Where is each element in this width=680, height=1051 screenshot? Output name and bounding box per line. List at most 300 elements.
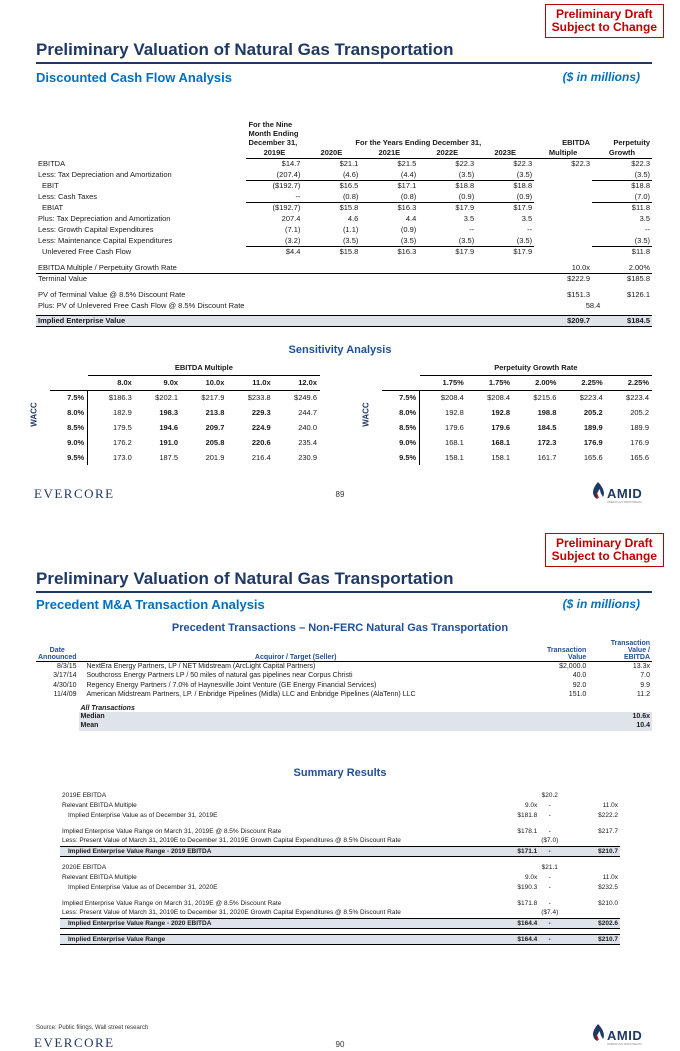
dcf-cell: 207.4	[281, 214, 301, 223]
sens-ebitda-cell: 187.5	[159, 453, 179, 462]
summary-label: Implied Enterprise Value Range	[60, 934, 499, 944]
sens-ebitda-cell: 191.0	[159, 438, 179, 447]
summary-row	[60, 872, 620, 882]
transaction-value: 92.0	[572, 681, 587, 689]
dcf-cell: (3.2)	[246, 235, 302, 246]
summary-label: Less: Present Value of March 31, 2019E to December 31, 2019E Growth Capital Expenditures @ 8.5% Discount Rate	[62, 837, 401, 845]
dcf-row	[36, 202, 652, 213]
dcf-cell: $17.9	[455, 203, 475, 213]
dcf-cell: (4.6)	[302, 169, 360, 180]
precedent-header-row: Date Announced Acquiror / Target (Seller) Transaction Value Transaction Value / EBITDA	[38, 640, 650, 661]
sens-perp-cell: $215.6	[533, 393, 557, 403]
dcf-cell: (1.1)	[342, 225, 359, 234]
terminal-value-row-label: Terminal Value	[38, 274, 88, 284]
sensitivity-title: Sensitivity Analysis	[288, 344, 392, 356]
pv-terminal-row-perp: $126.1	[627, 290, 650, 299]
sens-ebitda-col-header: 9.0x	[135, 375, 181, 390]
summary-row	[60, 898, 620, 908]
sens-ebitda-cell: 201.9	[205, 453, 225, 462]
dcf-cell: (3.5)	[418, 235, 476, 246]
sens-perp-row	[382, 405, 652, 420]
sens-ebitda-caption-row	[50, 360, 320, 375]
sens-ebitda-cell: 209.7	[205, 423, 225, 432]
sens-ebitda-cell: 205.8	[205, 438, 225, 447]
units-label: ($ in millions)	[562, 597, 640, 611]
sens-ebitda-row	[50, 405, 320, 420]
dcf-cell: $22.3	[571, 159, 591, 169]
dcf-cell: $11.8	[631, 247, 650, 257]
summary-results-table	[60, 790, 620, 945]
sens-perp-cell: 168.1	[491, 438, 511, 447]
summary-label: Less: Present Value of March 31, 2019E to December 31, 2020E Growth Capital Expenditures @ 8.5% Discount Rate	[62, 909, 401, 917]
dcf-cell: $22.3	[513, 159, 533, 169]
ebitda-multiple-header: EBITDA	[562, 138, 591, 147]
summary-label: Implied Enterprise Value Range - 2020 EBITDA	[60, 918, 499, 928]
summary-low: 9.0x	[524, 873, 538, 881]
sens-perp-cell: 184.5	[537, 423, 557, 432]
sens-perp-cell: 192.8	[491, 408, 511, 417]
sens-ebitda-col-header: 12.0x	[274, 375, 320, 390]
dcf-year-row: 2019E 2020E 2021E 2022E 2023E Multiple Growth	[36, 147, 652, 158]
page-89	[0, 0, 680, 525]
dcf-cell: (0.9)	[476, 191, 534, 202]
dcf-cell	[534, 246, 592, 257]
sens-perp-cell: 165.6	[583, 453, 603, 462]
sensitivity-perpetuity-table	[382, 360, 652, 465]
dcf-cell: $14.7	[281, 159, 301, 169]
transaction-date: 3/17/14	[53, 672, 77, 680]
implied-ev-row	[36, 315, 652, 326]
dcf-cell: 3.5	[521, 214, 533, 223]
summary-label: Implied Enterprise Value Range - 2019 EBITDA	[60, 846, 499, 856]
dcf-row-label: Less: Growth Capital Expenditures	[38, 225, 154, 234]
years-ending-header: For the Years Ending December 31,	[355, 138, 482, 147]
sens-perp-wacc: 8.0%	[382, 405, 420, 420]
sens-perp-col-header: 2.25%	[606, 375, 652, 390]
precedent-table-title: Precedent Transactions – Non-FERC Natural Gas Transportation	[171, 622, 509, 634]
dcf-cell: (3.5)	[302, 235, 360, 246]
pv-terminal-row	[36, 289, 652, 300]
sens-ebitda-cell: 229.3	[251, 408, 271, 417]
summary-dash: -	[539, 934, 560, 944]
source-note: Source: Public filings, Wall street research	[36, 1025, 149, 1031]
summary-title: Summary Results	[293, 767, 387, 779]
transaction-value: $2,000.0	[559, 663, 587, 670]
dcf-cell: $16.3	[397, 247, 417, 257]
sens-perp-cell: 198.8	[537, 408, 557, 417]
sens-perp-row	[382, 420, 652, 435]
dcf-cell	[534, 235, 592, 246]
amid-logo: AMID AMERICAN MIDSTREAM	[590, 1024, 646, 1048]
transaction-row	[36, 671, 652, 681]
summary-row	[60, 836, 620, 846]
sens-ebitda-cell: 230.9	[298, 453, 317, 462]
dcf-cell: $18.8	[455, 181, 475, 191]
sensitivity-ebitda-table	[50, 360, 320, 465]
sens-perp-col-header: 1.75%	[420, 375, 467, 390]
wacc-label-right: WACC	[361, 402, 371, 427]
sens-ebitda-col-header: 10.0x	[181, 375, 227, 390]
multiple-row	[36, 262, 652, 273]
transaction-row	[36, 662, 652, 672]
summary-row	[60, 826, 620, 836]
summary-value: ($7.4)	[541, 909, 559, 917]
dcf-row-label: EBIAT	[42, 203, 64, 212]
sens-perp-wacc: 8.5%	[382, 420, 420, 435]
summary-low: 9.0x	[524, 801, 538, 809]
summary-low: $190.3	[517, 883, 538, 891]
section-subtitle: Discounted Cash Flow Analysis	[36, 70, 233, 85]
summary-low: $178.1	[517, 827, 538, 835]
dcf-cell: $17.9	[455, 247, 475, 257]
implied-ev-row-ebitda: $209.7	[534, 315, 592, 326]
dcf-table	[36, 120, 652, 327]
sens-perp-wacc: 7.5%	[382, 390, 420, 405]
terminal-value-row-ebitda: $222.9	[567, 274, 591, 284]
transaction-multiple: 9.9	[640, 681, 650, 689]
sens-perp-wacc: 9.0%	[382, 435, 420, 450]
sens-perp-cell: 176.9	[583, 438, 603, 447]
dcf-cell: --	[645, 225, 650, 234]
dcf-row-label: Plus: Tax Depreciation and Amortization	[38, 214, 171, 223]
title-rule	[36, 591, 652, 593]
summary-label: Implied Enterprise Value Range on March 31, 2019E @ 8.5% Discount Rate	[62, 899, 282, 907]
dcf-row-label: EBITDA	[38, 159, 66, 168]
summary-label: Implied Enterprise Value Range on March 31, 2019E @ 8.5% Discount Rate	[62, 827, 282, 835]
draft-badge: Preliminary Draft Subject to Change	[545, 533, 664, 567]
dcf-row-label: Less: Tax Depreciation and Amortization	[38, 170, 172, 179]
summary-dash: -	[539, 846, 560, 856]
sens-ebitda-cell: $202.1	[155, 393, 179, 403]
sens-ebitda-cell: 216.4	[251, 453, 271, 462]
summary-dash: -	[548, 801, 551, 809]
dcf-cell: (3.5)	[592, 169, 652, 180]
sens-ebitda-cell: 244.7	[298, 408, 317, 417]
multiple-row-ebitda: 10.0x	[534, 262, 592, 273]
dcf-cell: $15.8	[339, 247, 359, 257]
dcf-cell	[534, 180, 592, 191]
summary-row	[60, 934, 620, 944]
sens-perp-cell: 189.9	[583, 423, 603, 432]
summary-high: $210.7	[560, 846, 620, 856]
sens-ebitda-wacc: 9.5%	[50, 450, 88, 465]
summary-dash: -	[539, 918, 560, 928]
perpetuity-growth-header: Perpetuity	[613, 138, 650, 147]
dcf-row-label: Unlevered Free Cash Flow	[42, 247, 132, 256]
sens-perp-row	[382, 435, 652, 450]
dcf-row	[36, 224, 652, 235]
transaction-desc: Southcross Energy Partners LP / 50 miles of natural gas pipelines near Corpus Christi	[86, 672, 353, 680]
summary-high: 11.0x	[602, 801, 618, 809]
transaction-desc: American Midstream Partners, LP. / Enbridge Pipelines (Midla) LLC and Enbridge Pipelines (AlaTenn) LLC	[86, 691, 416, 699]
dcf-cell: (0.8)	[302, 191, 360, 202]
sens-ebitda-cell: $217.9	[201, 393, 225, 403]
dcf-cell: 3.5	[463, 214, 475, 223]
sens-ebitda-cell: 179.5	[113, 423, 132, 432]
sens-ebitda-cell: $233.8	[247, 393, 271, 403]
transaction-value: 151.0	[568, 691, 587, 699]
summary-label: 2019E EBITDA	[62, 791, 107, 799]
dcf-cell: $21.5	[397, 159, 417, 169]
transaction-value: 40.0	[572, 672, 587, 680]
dcf-cell: 3.5	[639, 214, 650, 223]
dcf-cell: ($192.7)	[272, 203, 301, 213]
dcf-cell: (0.9)	[418, 191, 476, 202]
summary-row	[60, 846, 620, 856]
transaction-desc: Regency Energy Partners / 7.0% of Haynesville Joint Venture (GE Energy Financial Services)	[86, 681, 377, 689]
wacc-label-left: WACC	[29, 402, 39, 427]
evercore-logo: EVERCORE	[34, 486, 115, 501]
sens-ebitda-row	[50, 450, 320, 465]
sens-perp-cell: 158.1	[445, 453, 464, 462]
terminal-value-row	[36, 273, 652, 284]
dcf-cell: (0.8)	[360, 191, 418, 202]
sens-ebitda-header-row	[50, 375, 320, 390]
summary-row	[60, 800, 620, 810]
summary-low: $181.8	[517, 811, 538, 819]
pv-terminal-row-label: PV of Terminal Value @ 8.5% Discount Rate	[38, 290, 186, 299]
summary-dash: -	[548, 827, 551, 835]
summary-value: $21.1	[541, 863, 558, 871]
amid-flame-icon	[590, 482, 606, 500]
dcf-cell: $17.9	[513, 203, 533, 213]
nine-month-header: For the Nine Month Ending December 31,	[248, 120, 299, 147]
sens-perp-col-header: 1.75%	[467, 375, 513, 390]
dcf-row-label: Less: Maintenance Capital Expenditures	[38, 236, 173, 245]
sens-ebitda-cell: 198.3	[159, 408, 179, 417]
summary-label: Relevant EBITDA Multiple	[62, 801, 137, 809]
summary-high: $210.0	[598, 899, 618, 907]
summary-high: $202.6	[560, 918, 620, 928]
sens-perp-col-header: 2.00%	[513, 375, 559, 390]
pv-fcf-row	[36, 300, 652, 311]
sens-perp-cell: 165.6	[630, 453, 649, 462]
sens-ebitda-wacc: 9.0%	[50, 435, 88, 450]
dcf-cell: (4.4)	[360, 169, 418, 180]
dcf-cell: $16.3	[397, 203, 417, 213]
dcf-cell: $21.1	[339, 159, 359, 169]
sens-ebitda-cell: 224.9	[251, 423, 271, 432]
multiple-row-label: EBITDA Multiple / Perpetuity Growth Rate	[36, 262, 246, 273]
dcf-cell: $17.9	[513, 247, 533, 257]
dcf-cell: (0.9)	[400, 225, 417, 234]
summary-row	[60, 908, 620, 918]
sens-perp-header-row	[382, 375, 652, 390]
sens-perp-cell: 179.6	[491, 423, 511, 432]
summary-row	[60, 882, 620, 892]
summary-row	[60, 790, 620, 800]
pv-fcf-value: 58.4	[585, 301, 601, 310]
dcf-cell: (3.5)	[592, 235, 652, 246]
dcf-cell: (3.5)	[418, 169, 476, 180]
dcf-cell: $22.3	[631, 159, 650, 169]
dcf-cell	[534, 169, 592, 180]
sens-perp-cell: 161.7	[537, 453, 557, 462]
summary-low: $171.8	[517, 899, 538, 907]
summary-dash: -	[548, 811, 551, 819]
dcf-row-label: Less: Cash Taxes	[38, 192, 98, 201]
dcf-row	[36, 191, 652, 202]
sens-ebitda-cell: $186.3	[108, 393, 132, 403]
draft-badge: Preliminary Draft Subject to Change	[545, 4, 664, 38]
dcf-cell: $16.5	[339, 181, 359, 191]
sens-ebitda-cell: $249.6	[294, 393, 317, 403]
sens-perp-cell: 189.9	[630, 423, 649, 432]
dcf-cell	[534, 202, 592, 213]
dcf-row	[36, 180, 652, 191]
summary-dash: -	[548, 883, 551, 891]
dcf-cell: --	[469, 225, 475, 234]
sens-perp-cell: $223.4	[626, 393, 649, 403]
implied-ev-row-perp: $184.5	[592, 315, 652, 326]
dcf-cell: $4.4	[285, 247, 301, 257]
precedent-transactions-table	[36, 640, 652, 731]
page-number: 90	[335, 1040, 345, 1049]
dcf-cell: (3.5)	[476, 169, 534, 180]
sens-perp-cell: 158.1	[491, 453, 511, 462]
dcf-cell: $17.1	[397, 181, 417, 191]
sens-perp-row	[382, 390, 652, 405]
dcf-row	[36, 213, 652, 224]
sens-ebitda-col-header: 11.0x	[227, 375, 273, 390]
sens-ebitda-col-header: 8.0x	[88, 375, 135, 390]
summary-high: $217.7	[598, 827, 618, 835]
sens-ebitda-cell: 173.0	[113, 453, 132, 462]
dcf-cell: 4.6	[347, 214, 359, 223]
dcf-row	[36, 235, 652, 246]
dcf-cell: ($192.7)	[272, 181, 301, 191]
transaction-date: 4/30/10	[53, 681, 77, 689]
summary-dash: -	[548, 873, 551, 881]
dcf-row-label: EBIT	[42, 181, 59, 190]
dcf-cell	[534, 213, 592, 224]
transaction-desc: NextEra Energy Partners, LP / NET Midstream (ArcLight Capital Partners)	[86, 663, 316, 670]
sens-ebitda-cell: 176.2	[113, 438, 132, 447]
sens-perp-cell: 205.2	[583, 408, 603, 417]
summary-row	[60, 810, 620, 820]
sens-ebitda-wacc: 8.5%	[50, 420, 88, 435]
dcf-cell: $18.8	[631, 181, 650, 191]
sens-ebitda-row	[50, 420, 320, 435]
sens-ebitda-caption: EBITDA Multiple	[88, 360, 320, 375]
terminal-value-row-perp: $185.8	[627, 274, 650, 284]
sens-perp-cell: 168.1	[445, 438, 464, 447]
page-90	[0, 525, 680, 1050]
page-title: Preliminary Valuation of Natural Gas Transportation	[36, 569, 454, 588]
dcf-cell: (3.5)	[360, 235, 418, 246]
section-subtitle: Precedent M&A Transaction Analysis	[36, 597, 265, 612]
summary-label: Relevant EBITDA Multiple	[62, 873, 137, 881]
page-number: 89	[335, 490, 345, 499]
dcf-cell: (3.5)	[476, 235, 534, 246]
sens-perp-cell: $208.4	[487, 393, 511, 403]
dcf-cell: 4.4	[405, 214, 417, 223]
summary-low: $164.4	[499, 934, 539, 944]
dcf-row	[36, 158, 652, 169]
sens-ebitda-cell: 213.8	[205, 408, 225, 417]
sens-perp-row	[382, 450, 652, 465]
units-label: ($ in millions)	[562, 70, 640, 84]
sens-ebitda-row	[50, 435, 320, 450]
summary-label: 2020E EBITDA	[62, 863, 107, 871]
title-rule	[36, 62, 652, 64]
dcf-cell: $11.8	[631, 203, 650, 213]
mean-row: Mean 10.4	[36, 721, 652, 731]
sens-perp-wacc: 9.5%	[382, 450, 420, 465]
summary-row	[60, 862, 620, 872]
sens-ebitda-cell: 235.4	[298, 438, 317, 447]
summary-dash: -	[548, 899, 551, 907]
amid-logo: AMID AMERICAN MIDSTREAM	[590, 482, 646, 506]
sens-perp-cell: 172.3	[537, 438, 557, 447]
sens-perp-cell: 205.2	[630, 408, 649, 417]
amid-flame-icon	[590, 1024, 606, 1042]
implied-ev-row-label: Implied Enterprise Value	[36, 315, 246, 326]
pv-fcf-label: Plus: PV of Unlevered Free Cash Flow @ 8.5% Discount Rate	[38, 301, 245, 310]
summary-value: ($7.0)	[541, 837, 559, 845]
all-transactions-row: All Transactions	[80, 704, 135, 712]
summary-row	[60, 918, 620, 928]
sens-perp-cell: $208.4	[440, 393, 464, 403]
summary-high: $232.5	[598, 883, 618, 891]
sens-perp-cell: 192.8	[445, 408, 464, 417]
transaction-date: 8/3/15	[57, 663, 77, 670]
dcf-row	[36, 246, 652, 257]
dcf-cell: (7.0)	[592, 191, 652, 202]
summary-low: $164.4	[499, 918, 539, 928]
sens-ebitda-cell: 220.6	[251, 438, 271, 447]
sens-perp-caption-row	[382, 360, 652, 375]
dcf-cell: (7.1)	[285, 225, 301, 234]
transaction-date: 11/4/09	[53, 691, 77, 699]
summary-label: Implied Enterprise Value as of December 31, 2020E	[68, 883, 218, 891]
sens-ebitda-row	[50, 390, 320, 405]
dcf-cell	[534, 191, 592, 202]
page-title: Preliminary Valuation of Natural Gas Transportation	[36, 40, 454, 59]
sens-perp-cell: $223.4	[579, 393, 603, 403]
sens-ebitda-wacc: 7.5%	[50, 390, 88, 405]
dcf-cell: --	[246, 191, 302, 202]
transaction-row	[36, 690, 652, 700]
summary-low: $171.1	[499, 846, 539, 856]
sens-ebitda-cell: 240.0	[298, 423, 317, 432]
dcf-cell	[534, 224, 592, 235]
sens-ebitda-cell: 194.6	[159, 423, 179, 432]
dcf-cell: $18.8	[513, 181, 533, 191]
dcf-cell: --	[527, 225, 533, 234]
summary-label: Implied Enterprise Value as of December 31, 2019E	[68, 811, 218, 819]
sens-ebitda-wacc: 8.0%	[50, 405, 88, 420]
sens-perp-cell: 176.9	[630, 438, 649, 447]
sens-perp-cell: 179.6	[445, 423, 464, 432]
dcf-cell: (207.4)	[246, 169, 302, 180]
evercore-logo: EVERCORE	[34, 1035, 115, 1050]
transaction-multiple: 11.2	[636, 691, 650, 699]
transaction-row	[36, 681, 652, 691]
summary-high: $222.2	[598, 811, 618, 819]
pv-terminal-row-ebitda: $151.3	[567, 290, 591, 299]
sens-ebitda-cell: 182.9	[113, 408, 132, 417]
multiple-row-perp: 2.00%	[592, 262, 652, 273]
transaction-multiple: 7.0	[640, 672, 650, 680]
median-row: Median 10.6x	[36, 712, 652, 722]
summary-high: $210.7	[560, 934, 620, 944]
dcf-cell: $15.8	[339, 203, 359, 213]
summary-high: 11.0x	[602, 873, 618, 881]
dcf-row	[36, 169, 652, 180]
dcf-cell: $22.3	[455, 159, 475, 169]
sens-perp-caption: Perpetuity Growth Rate	[420, 360, 652, 375]
